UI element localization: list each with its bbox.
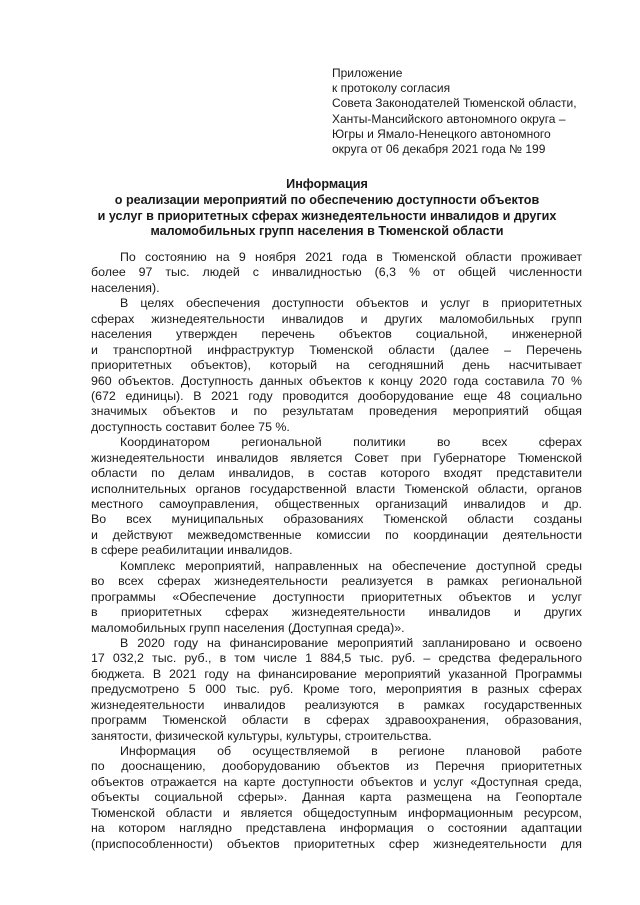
paragraph-line: предусмотрено 5 000 тыс. руб. Кроме того, мероприятия в разных сферах: [91, 682, 582, 697]
paragraph-line: объектов отражается на карте доступности объектов и услуг «Доступная среда,: [91, 774, 582, 789]
paragraph-line: Тюменской области и является общедоступным информационным ресурсом,: [91, 805, 582, 820]
document-title: [60, 177, 594, 240]
paragraph-line: приоритетных объектов), который на сегодняшний день насчитывает: [91, 358, 582, 373]
paragraph-line: в сфере реабилитации инвалидов.: [91, 543, 293, 558]
paragraph-line: населения утвержден перечень объектов социальной, инженерной: [91, 327, 582, 342]
paragraph-line: По состоянию на 9 ноября 2021 года в Тюменской области проживает: [120, 250, 582, 264]
paragraph-line: жизнедеятельности инвалидов реализуются в рамках государственных: [91, 697, 582, 712]
paragraph-line: области по делам инвалидов, в состав которого входят представители: [91, 466, 582, 481]
paragraph-line: и действуют межведомственные комиссии по координации деятельности: [91, 527, 582, 542]
paragraph-line: (приспособленности) объектов приоритетных сфер жизнедеятельности для: [91, 836, 582, 851]
title-line: о реализации мероприятий по обеспечению доступности объектов: [114, 192, 540, 207]
appendix-line: Совета Законодателей Тюменской области,: [332, 96, 577, 111]
body-paragraph: [91, 435, 582, 559]
paragraph-line: (672 единицы). В 2021 году проводится дооборудование еще 48 социально: [91, 388, 582, 403]
title-line: маломобильных групп населения в Тюменской области: [150, 224, 504, 239]
body-paragraph: [91, 296, 582, 435]
paragraph-line: жизнедеятельности инвалидов является Совет при Губернаторе Тюменской: [91, 450, 582, 465]
appendix-line: к протоколу согласия: [332, 81, 451, 96]
paragraph-line: населения).: [91, 280, 160, 295]
appendix-line: округа от 06 декабря 2021 года № 199: [332, 142, 546, 157]
paragraph-line: занятости, физической культуры, культуры, строительства.: [91, 728, 432, 743]
paragraph-line: маломобильных групп населения (Доступная среда)».: [91, 620, 405, 635]
paragraph-line: местного самоуправления, общественных организаций инвалидов и др.: [91, 497, 582, 511]
paragraph-line: по дооснащению, дооборудованию объектов из Перечня приоритетных: [91, 759, 582, 774]
document-body: [91, 250, 582, 852]
paragraph-line: значимых объектов и по результатам проведения мероприятий общая: [91, 404, 582, 419]
appendix-header: [332, 66, 622, 157]
paragraph-line: в приоритетных сферах жизнедеятельности инвалидов и других: [91, 605, 582, 620]
appendix-line: Югры и Ямало-Ненецкого автономного: [332, 126, 551, 141]
paragraph-line: 17 032,2 тыс. руб., в том числе 1 884,5 тыс. руб. – средства федерального: [91, 651, 582, 666]
body-paragraph: [91, 636, 582, 744]
paragraph-line: более 97 тыс. людей с инвалидностью (6,3 % от общей численности: [91, 265, 582, 280]
paragraph-line: объекты социальной сферы». Данная карта размещена на Геопортале: [91, 790, 582, 805]
paragraph-line: бюджета. В 2021 году на финансирование мероприятий указанной Программы: [91, 666, 582, 681]
appendix-line: Ханты-Мансийского автономного округа –: [332, 111, 566, 126]
paragraph-line: сферах жизнедеятельности инвалидов и других маломобильных групп: [91, 311, 582, 326]
paragraph-line: Информация об осуществляемой в регионе плановой работе: [120, 744, 582, 758]
appendix-line: Приложение: [332, 66, 403, 80]
paragraph-line: В целях обеспечения доступности объектов и услуг в приоритетных: [120, 296, 582, 311]
paragraph-line: доступность составит более 75 %.: [91, 419, 290, 434]
paragraph-line: во всех сферах жизнедеятельности реализуется в рамках региональной: [91, 574, 582, 589]
paragraph-line: В 2020 году на финансирование мероприятий запланировано и освоено: [120, 635, 582, 650]
paragraph-line: Во всех муниципальных образованиях Тюменской области созданы: [91, 512, 582, 527]
body-paragraph: [91, 559, 582, 636]
paragraph-line: программ Тюменской области в сферах здравоохранения, образования,: [91, 713, 582, 728]
body-paragraph: [91, 744, 582, 852]
paragraph-line: и транспортной инфраструктур Тюменской области (далее – Перечень: [91, 342, 582, 357]
paragraph-line: Комплекс мероприятий, направленных на обеспечение доступной среды: [120, 558, 582, 573]
title-line: и услуг в приоритетных сферах жизнедеятельности инвалидов и других: [97, 208, 557, 223]
body-paragraph: [91, 250, 582, 296]
paragraph-line: на котором наглядно представлена информация о состоянии адаптации: [91, 821, 582, 836]
title-line: Информация: [286, 177, 368, 191]
paragraph-line: Координатором региональной политики во всех сферах: [120, 435, 582, 450]
paragraph-line: программы «Обеспечение доступности приоритетных объектов и услуг: [91, 589, 582, 604]
paragraph-line: исполнительных органов государственной власти Тюменской области, органов: [91, 481, 582, 496]
paragraph-line: 960 объектов. Доступность данных объектов к концу 2020 года составила 70 %: [91, 373, 582, 388]
